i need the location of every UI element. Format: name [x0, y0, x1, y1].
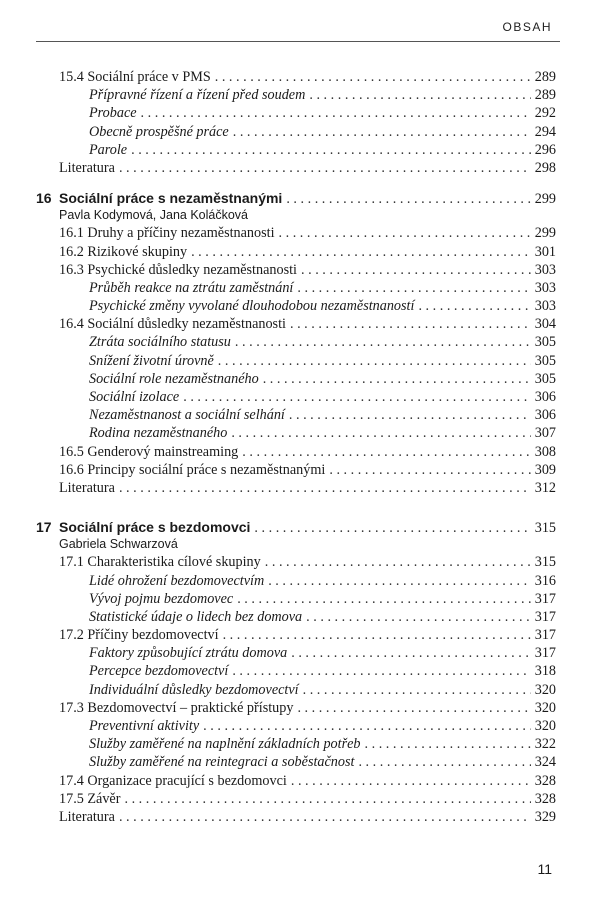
toc-entry[interactable] — [36, 424, 556, 442]
toc-entry[interactable] — [36, 123, 556, 141]
chapter-17-title: Sociální práce s bezdomovci — [59, 519, 251, 536]
toc-entry-title: Přípravné řízení a řízení před soudem — [89, 87, 306, 104]
toc-entry-page: 304 — [534, 316, 556, 333]
leader-dots — [233, 123, 531, 141]
leader-dots — [203, 717, 531, 735]
leader-dots — [301, 261, 531, 279]
leader-dots — [231, 424, 530, 442]
leader-dots — [291, 772, 531, 790]
toc-entry-page: 308 — [534, 443, 556, 460]
toc-entry[interactable] — [36, 86, 556, 104]
leader-dots — [291, 644, 531, 662]
toc-entry-title: Faktory způsobující ztrátu domova — [89, 645, 288, 662]
leader-dots — [365, 735, 531, 753]
chapter-17-number: 17 — [36, 519, 52, 536]
leader-dots — [119, 808, 531, 826]
toc-entry-title: Literatura — [59, 479, 115, 496]
toc-entry-page: 328 — [534, 790, 556, 807]
toc-entry-title: 16.6 Principy sociální práce s nezaměstnanými — [59, 461, 326, 478]
toc-entry[interactable] — [36, 608, 556, 626]
toc-entry[interactable] — [36, 662, 556, 680]
toc-entry-title: 17.5 Závěr — [59, 790, 121, 807]
toc-entry[interactable] — [36, 553, 556, 571]
leader-dots — [141, 104, 531, 122]
toc-entry-title: Individuální důsledky bezdomovectví — [89, 681, 299, 698]
toc-entry[interactable] — [36, 735, 556, 753]
toc-entry[interactable] — [36, 790, 556, 808]
toc-entry[interactable] — [36, 626, 556, 644]
leader-dots — [242, 443, 530, 461]
toc-entry[interactable] — [36, 388, 556, 406]
toc-entry-page: 289 — [534, 87, 556, 104]
toc-entry-page: 303 — [534, 279, 556, 296]
toc-entry-page: 292 — [534, 105, 556, 122]
toc-entry-page: 316 — [534, 572, 556, 589]
toc-entry-page: 305 — [534, 370, 556, 387]
toc-entry[interactable] — [36, 279, 556, 297]
leader-dots — [306, 608, 531, 626]
toc-entry-page: 312 — [534, 479, 556, 496]
leader-dots — [223, 626, 531, 644]
leader-dots — [131, 141, 531, 159]
leader-dots — [289, 406, 531, 424]
toc-entry[interactable] — [36, 352, 556, 370]
toc-entry-title: Literatura — [59, 808, 115, 825]
toc-entry-title: Rodina nezaměstnaného — [89, 425, 228, 442]
toc-entry-page: 301 — [534, 243, 556, 260]
toc-entry-title: 17.4 Organizace pracující s bezdomovci — [59, 772, 287, 789]
toc-entry[interactable] — [36, 590, 556, 608]
toc-entry-title: Lidé ohrožení bezdomovectvím — [89, 572, 265, 589]
toc-entry-page: 317 — [534, 590, 556, 607]
toc-entry[interactable] — [36, 141, 556, 159]
chapter-17-entries — [36, 553, 556, 826]
toc-entry-title: Vývoj pojmu bezdomovec — [89, 590, 234, 607]
toc-entry-title: 16.4 Sociální důsledky nezaměstnanosti — [59, 316, 286, 333]
toc-entry-page: 303 — [534, 261, 556, 278]
leader-dots — [183, 388, 530, 406]
table-of-contents — [36, 68, 556, 826]
leader-dots — [265, 553, 531, 571]
toc-entry-page: 317 — [534, 627, 556, 644]
toc-entry-title: Snížení životní úrovně — [89, 352, 214, 369]
toc-entry-title: 16.3 Psychické důsledky nezaměstnanosti — [59, 261, 297, 278]
leader-dots — [235, 333, 531, 351]
toc-entry[interactable] — [36, 297, 556, 315]
toc-entry-title: Psychické změny vyvolané dlouhodobou nezaměstnaností — [89, 298, 415, 315]
toc-entry[interactable] — [36, 717, 556, 735]
toc-entry-title: Nezaměstnanost a sociální selhání — [89, 407, 285, 424]
toc-entry-title: 16.1 Druhy a příčiny nezaměstnanosti — [59, 225, 275, 242]
toc-entry[interactable] — [36, 572, 556, 590]
toc-entry[interactable] — [36, 243, 556, 261]
toc-entry[interactable] — [36, 681, 556, 699]
toc-entry[interactable] — [36, 772, 556, 790]
leader-dots — [119, 159, 531, 177]
leader-dots — [290, 315, 531, 333]
toc-entry-title: Statistické údaje o lidech bez domova — [89, 608, 303, 625]
chapter-17-heading[interactable] — [36, 518, 556, 536]
toc-entry-page: 294 — [534, 123, 556, 140]
leader-dots — [297, 279, 530, 297]
chapter-17-authors: Gabriela Schwarzová — [59, 537, 178, 552]
leader-dots — [254, 519, 530, 537]
toc-entry[interactable] — [36, 479, 556, 497]
toc-entry-page: 320 — [534, 699, 556, 716]
toc-entry-page: 298 — [534, 159, 556, 176]
toc-entry-title: Preventivní aktivity — [89, 718, 200, 734]
chapter-17-page: 315 — [534, 520, 556, 537]
leader-dots — [119, 479, 531, 497]
toc-entry-title: 16.5 Genderový mainstreaming — [59, 443, 239, 460]
toc-entry[interactable] — [36, 753, 556, 771]
header-rule — [36, 41, 560, 42]
leader-dots — [297, 699, 530, 717]
leader-dots — [124, 790, 530, 808]
leader-dots — [286, 190, 530, 208]
leader-dots — [358, 753, 530, 771]
toc-entry-page: 315 — [534, 554, 556, 571]
chapter-15-tail — [36, 68, 556, 177]
toc-entry[interactable] — [36, 644, 556, 662]
toc-entry-page: 305 — [534, 334, 556, 351]
toc-entry-title: 17.2 Příčiny bezdomovectví — [59, 627, 219, 644]
toc-entry-page: 320 — [534, 681, 556, 698]
leader-dots — [215, 68, 531, 86]
toc-entry-title: 17.1 Charakteristika cílové skupiny — [59, 554, 261, 571]
toc-entry-page: 329 — [534, 808, 556, 825]
toc-entry-page: 296 — [534, 141, 556, 158]
chapter-16-heading[interactable] — [36, 189, 556, 207]
chapter-16-authors: Pavla Kodymová, Jana Koláčková — [59, 208, 248, 223]
toc-entry-title: Percepce bezdomovectví — [89, 663, 229, 680]
leader-dots — [237, 590, 531, 608]
toc-entry-page: 306 — [534, 407, 556, 424]
toc-entry[interactable] — [36, 224, 556, 242]
toc-entry-page: 289 — [534, 69, 556, 85]
toc-entry-page: 320 — [534, 718, 556, 734]
running-header: OBSAH — [502, 20, 552, 34]
leader-dots — [279, 224, 531, 242]
toc-entry-title: Služby zaměřené na reintegraci a soběstačnost — [89, 754, 355, 771]
toc-entry[interactable] — [36, 406, 556, 424]
toc-entry-title: Sociální izolace — [89, 389, 180, 405]
leader-dots — [191, 243, 531, 261]
toc-entry[interactable] — [36, 159, 556, 177]
toc-entry[interactable] — [36, 68, 556, 86]
toc-entry-title: Průběh reakce na ztrátu zaměstnání — [89, 279, 294, 296]
toc-entry-page: 303 — [534, 298, 556, 315]
toc-entry-title: 16.2 Rizikové skupiny — [59, 243, 188, 260]
toc-entry-title: Literatura — [59, 159, 115, 176]
toc-entry-page: 307 — [534, 425, 556, 442]
toc-entry[interactable] — [36, 461, 556, 479]
toc-entry[interactable] — [36, 315, 556, 333]
toc-entry[interactable] — [36, 443, 556, 461]
leader-dots — [309, 86, 530, 104]
toc-entry-page: 305 — [534, 352, 556, 369]
toc-entry-page: 309 — [534, 461, 556, 478]
chapter-16-page: 299 — [534, 191, 556, 208]
toc-entry-page: 299 — [534, 225, 556, 242]
toc-entry-page: 324 — [534, 754, 556, 771]
toc-entry-title: Probace — [89, 105, 137, 122]
chapter-16-number: 16 — [36, 190, 52, 207]
leader-dots — [303, 681, 531, 699]
toc-entry-page: 317 — [534, 645, 556, 662]
page-number: 11 — [537, 861, 552, 877]
toc-entry[interactable] — [36, 104, 556, 122]
chapter-16-title: Sociální práce s nezaměstnanými — [59, 190, 283, 207]
toc-entry-page: 322 — [534, 736, 556, 753]
chapter-16-entries — [36, 224, 556, 497]
toc-entry-page: 318 — [534, 663, 556, 680]
toc-entry[interactable] — [36, 261, 556, 279]
toc-entry-title: Služby zaměřené na naplnění základních potřeb — [89, 736, 361, 753]
leader-dots — [218, 352, 531, 370]
toc-entry[interactable] — [36, 333, 556, 351]
toc-entry-title: Sociální role nezaměstnaného — [89, 370, 259, 387]
toc-entry-page: 317 — [534, 608, 556, 625]
leader-dots — [329, 461, 530, 479]
toc-entry-page: 306 — [534, 389, 556, 405]
toc-entry-title: 15.4 Sociální práce v PMS — [59, 69, 211, 85]
toc-entry[interactable] — [36, 808, 556, 826]
toc-entry-title: Ztráta sociálního statusu — [89, 334, 231, 351]
toc-entry-title: 17.3 Bezdomovectví – praktické přístupy — [59, 699, 294, 716]
leader-dots — [232, 662, 530, 680]
leader-dots — [418, 297, 530, 315]
toc-entry[interactable] — [36, 370, 556, 388]
leader-dots — [263, 370, 531, 388]
toc-entry-title: Parole — [89, 141, 128, 158]
leader-dots — [268, 572, 531, 590]
toc-entry-page: 328 — [534, 772, 556, 789]
toc-entry[interactable] — [36, 699, 556, 717]
toc-entry-title: Obecně prospěšné práce — [89, 123, 229, 140]
